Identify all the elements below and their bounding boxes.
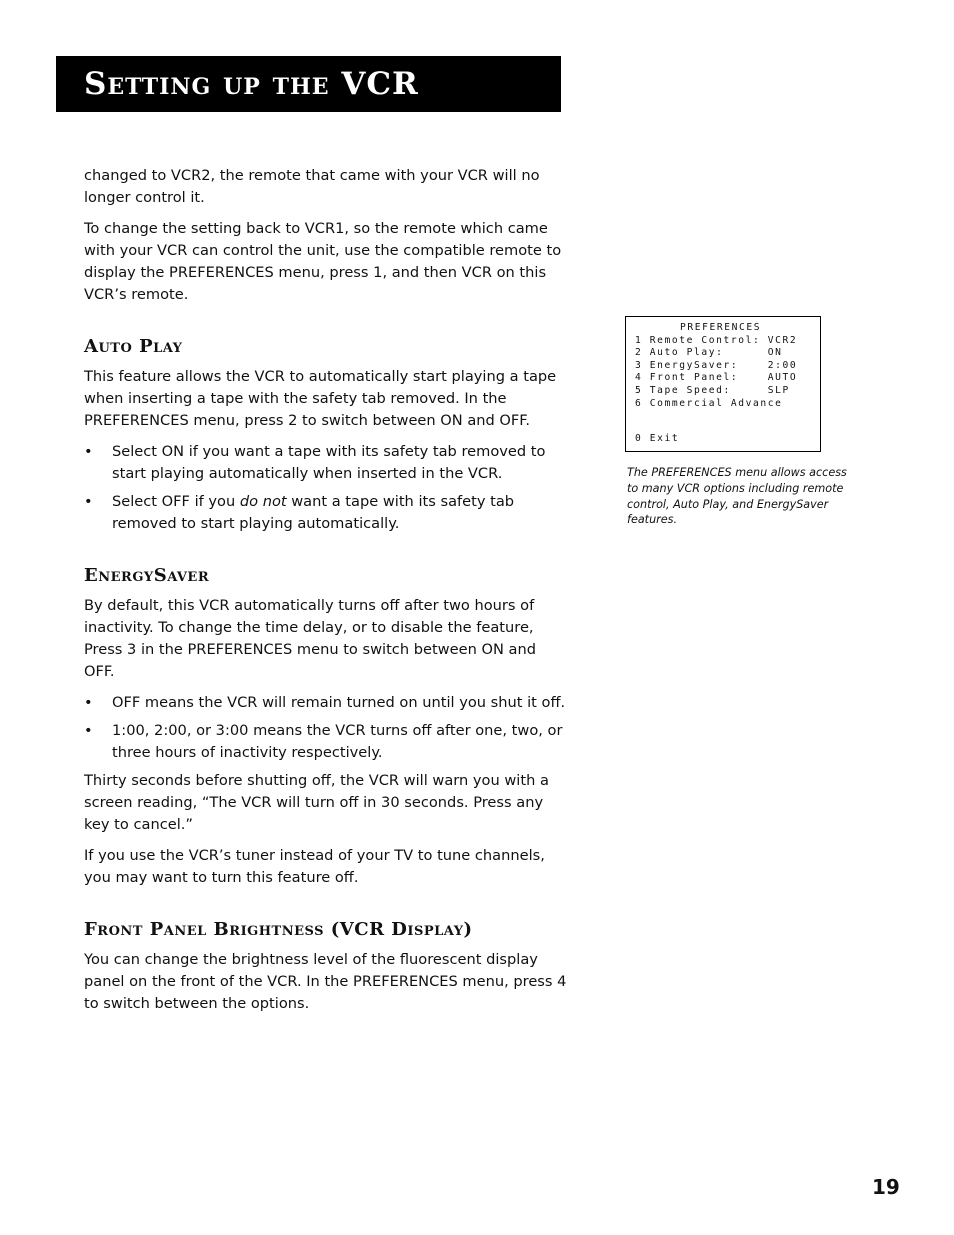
page-number: 19: [872, 1175, 900, 1199]
energysaver-heading: EnergySaver: [84, 565, 210, 586]
screen-caption: The PREFERENCES menu allows access to many VCR options including remote control, Auto Play, and EnergySaver features.: [627, 466, 847, 527]
intro-paragraph-2: To change the setting back to VCR1, so the remote which came with your VCR can control the unit, use the compatible remote to display the PREFERENCES menu, press 1, and then VCR on this VCR’s remote.: [84, 220, 562, 303]
list-item: [84, 720, 569, 764]
menu-row-tape-speed: 5 Tape Speed: SLP: [635, 384, 790, 396]
auto-play-bullet-on: Select ON if you want a tape with its safety tab removed to start playing automatically when inserted in the VCR.: [112, 443, 546, 482]
main-column: [84, 165, 569, 1024]
auto-play-list: [84, 441, 569, 535]
energysaver-warning-paragraph: Thirty seconds before shutting off, the VCR will warn you with a screen reading, “The VCR will turn off in 30 seconds. Press any key to cancel.”: [84, 772, 549, 833]
page-title: Setting up the VCR: [84, 66, 419, 102]
list-item: [84, 491, 569, 535]
bullet-icon: •: [84, 722, 93, 739]
menu-row-remote-control: 1 Remote Control: VCR2: [635, 334, 798, 346]
energysaver-body: By default, this VCR automatically turns off after two hours of inactivity. To change the time delay, or to disable the feature, Press 3 in the PREFERENCES menu to switch between ON and OFF.: [84, 597, 536, 680]
auto-play-bullet-off-emphasis: do not: [239, 493, 287, 510]
menu-row-auto-play: 2 Auto Play: ON: [635, 347, 783, 359]
energysaver-list: [84, 692, 569, 764]
menu-row-energysaver: 3 EnergySaver: 2:00: [635, 359, 798, 371]
auto-play-body: This feature allows the VCR to automatically start playing a tape when inserting a tape with the safety tab removed. In the PREFERENCES menu, press 2 to switch between ON and OFF.: [84, 368, 557, 429]
energysaver-bullet-off: OFF means the VCR will remain turned on until you shut it off.: [112, 694, 566, 711]
preferences-menu-screen: [625, 316, 821, 452]
energysaver-tuner-paragraph: If you use the VCR’s tuner instead of your TV to tune channels, you may want to turn this feature off.: [84, 847, 545, 886]
auto-play-bullet-off-after: want a tape with its safety tab removed to start playing automatically.: [112, 493, 515, 532]
list-item: [84, 441, 569, 485]
menu-row-commercial-advance: 6 Commercial Advance: [635, 397, 783, 409]
front-panel-body: You can change the brightness level of the fluorescent display panel on the front of the VCR. In the PREFERENCES menu, press 4 to switch between the options.: [84, 951, 567, 1012]
auto-play-bullet-off-before: Select OFF if you: [112, 493, 240, 510]
energysaver-bullet-times: 1:00, 2:00, or 3:00 means the VCR turns off after one, two, or three hours of inactivity respectively.: [112, 722, 563, 761]
menu-row-front-panel: 4 Front Panel: AUTO: [635, 372, 798, 384]
auto-play-heading: Auto Play: [84, 336, 183, 357]
preferences-menu-title: PREFERENCES: [680, 322, 762, 333]
intro-paragraph-1: changed to VCR2, the remote that came with your VCR will no longer control it.: [84, 167, 540, 206]
front-panel-heading: Front Panel Brightness (VCR Display): [84, 919, 473, 940]
bullet-icon: •: [84, 493, 93, 510]
bullet-icon: •: [84, 694, 93, 711]
list-item: [84, 692, 569, 714]
section-banner: [56, 56, 561, 112]
bullet-icon: •: [84, 443, 93, 460]
menu-row-exit: 0 Exit: [635, 433, 680, 445]
